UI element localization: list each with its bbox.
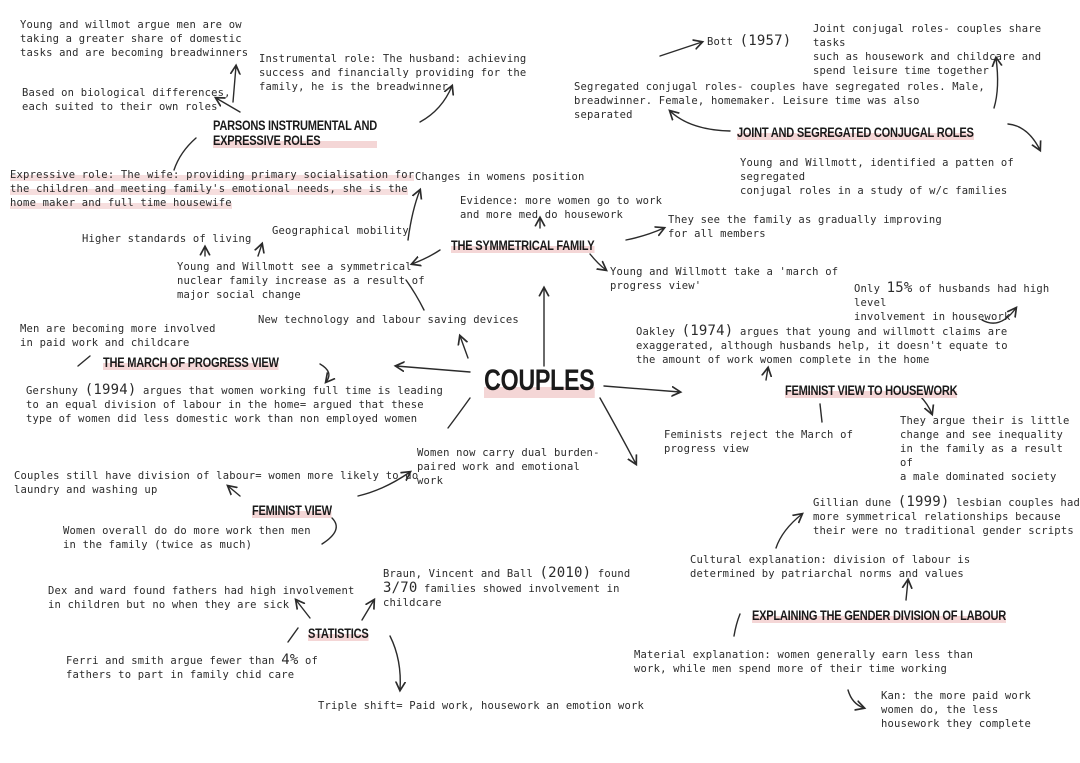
arrow-couples-dual	[600, 398, 636, 464]
note-only-15-pre: Only	[854, 283, 887, 295]
arrow-geo	[258, 244, 262, 256]
note-new-tech: New technology and labour saving devices	[258, 314, 519, 326]
note-little-change: They argue their is little change and see inequality in the family as a result of a male dominated society	[900, 415, 1070, 483]
arrow-joint-right	[1008, 124, 1040, 150]
arrow-couples-march	[396, 366, 470, 372]
note-geo-mobility: Geographical mobility	[272, 225, 409, 237]
arrow-explaining-material	[734, 614, 740, 636]
note-ferri-pre: Ferri and smith argue fewer than	[66, 655, 282, 667]
note-changes-women: Changes in womens position	[415, 171, 585, 183]
note-oakley-pre: Oakley	[636, 326, 682, 338]
note-only-15-pct: 15%	[886, 280, 913, 296]
note-cultural: Cultural explanation: division of labour is determined by patriarchal norms and values	[690, 554, 971, 580]
arrow-feminist-oakley	[766, 368, 768, 380]
note-bott	[707, 34, 791, 49]
note-instrumental-role: Instrumental role: The husband: achieving success and financially providing for the family, he is the breadwinner	[259, 53, 527, 93]
note-triple-shift: Triple shift= Paid work, housework an emotion work	[318, 700, 645, 712]
note-bott-year: (1957)	[739, 33, 792, 49]
note-kan: Kan: the more paid work women do, the less housework they complete	[881, 690, 1031, 730]
note-segregated: Segregated conjugal roles- couples have segregated roles. Male, breadwinner. Female, homemaker. Leisure time was also separated	[574, 81, 985, 121]
note-young-willmott-pattern: Young and Willmott, identified a patten of segregated conjugal roles in a study of w/c families	[740, 157, 1014, 197]
note-material: Material explanation: women generally earn less than work, while men spend more of their time working	[634, 649, 974, 675]
note-gershuny	[26, 383, 443, 426]
note-only-15	[854, 281, 1080, 324]
note-dune-year: (1999)	[897, 494, 950, 510]
arrow-couples-feminist	[448, 398, 470, 428]
note-women-more-work: Women overall do do more work then men in the family (twice as much)	[63, 525, 311, 551]
arrow-stats-triple	[390, 636, 400, 690]
note-oakley	[636, 324, 1008, 367]
heading-joint-segregated: JOINT AND SEGREGATED CONJUGAL ROLES	[737, 125, 974, 140]
note-braun-year: (2010)	[539, 565, 592, 581]
note-only-15-post: of husbands had high level involvement in housework	[854, 283, 1050, 323]
heading-feminist-housework: FEMINIST VIEW TO HOUSEWORK	[785, 383, 958, 398]
note-feminists-reject: Feminists reject the March of progress view	[664, 429, 854, 455]
arrow-couples-feminist-hw	[604, 386, 680, 392]
note-higher-standards: Higher standards of living	[82, 233, 252, 245]
note-ferri-post: of fathers to part in family chid care	[66, 655, 319, 681]
note-braun-rest: families showed involvement in childcare	[383, 583, 620, 609]
note-expressive-role-text: Expressive role: The wife: providing primary socialisation for the children and meeting family's emotional needs, she is the home maker and full time housewife	[10, 169, 415, 209]
note-evidence: Evidence: more women go to work and more med do housework	[460, 195, 663, 221]
arrow-parsons-expressive	[174, 138, 196, 170]
arrow-march-gershuny	[320, 364, 329, 382]
note-expressive-role	[10, 168, 414, 210]
note-dex-ward: Dex and ward found fathers had high involvement in children but no when they are sick	[48, 585, 355, 611]
note-dual-burden: Women now carry dual burden- paired work and emotional work	[417, 447, 600, 487]
note-biological: Based on biological differences, each suited to their own roles	[22, 87, 231, 113]
heading-symmetrical: THE SYMMETRICAL FAMILY	[451, 238, 595, 253]
arrow-to-bott	[660, 42, 702, 56]
note-dune-post: lesbian couples had more symmetrical relationships because their were no traditional gender scripts	[813, 497, 1080, 537]
note-gillian-dune	[813, 495, 1080, 538]
arrow-explaining-cultural	[906, 580, 908, 600]
note-oakley-year: (1974)	[681, 323, 734, 339]
arrow-cultural-dune	[776, 514, 802, 548]
heading-feminist-view: FEMINIST VIEW	[252, 503, 332, 518]
note-march-view: Young and Willmott take a 'march of progress view'	[610, 266, 839, 292]
note-oakley-post: argues that young and willmott claims are exaggerated, although husbands help, it doesn't equate to the amount of work women complete in the home	[636, 326, 1008, 366]
arrow-march-left	[78, 356, 90, 366]
arrow-sym-march	[590, 254, 606, 270]
arrow-feminist-women	[322, 518, 336, 544]
note-gershuny-name: Gershuny	[26, 385, 85, 397]
note-gershuny-year: (1994)	[84, 382, 137, 398]
central-title-couples: COUPLES	[484, 364, 595, 397]
note-joint-conjugal: Joint conjugal roles- couples share tasks such as housework and childcare and spend leisure time together	[813, 23, 1042, 77]
heading-parsons: PARSONS INSTRUMENTAL AND EXPRESSIVE ROLES	[213, 118, 378, 148]
note-ferri-pct: 4%	[281, 652, 299, 668]
note-symmetrical-nuclear: Young and Willmott see a symmetrical nuclear family increase as a result of major social change	[177, 261, 425, 301]
note-bott-name: Bott	[707, 36, 734, 48]
arrow-feminist-little	[920, 396, 932, 414]
heading-explaining: EXPLAINING THE GENDER DIVISION OF LABOUR	[752, 608, 1007, 623]
note-gershuny-rest: to an equal division of labour in the home= argued that these type of women did less domestic work than non employed women	[26, 399, 424, 425]
heading-statistics: STATISTICS	[308, 626, 369, 641]
arrow-material-kan	[848, 690, 864, 708]
note-braun	[383, 566, 630, 610]
note-couples-division: Couples still have division of labour= women more likely to do laundry and washing up	[14, 470, 419, 496]
note-family-improving: They see the family as gradually improving for all members	[668, 214, 942, 240]
note-young-willmot-share: Young and willmot argue men are ow taking a greater share of domestic tasks and are becoming breadwinners	[20, 19, 249, 59]
arrow-stats-braun	[362, 600, 374, 620]
note-braun-post: found	[591, 568, 631, 580]
note-braun-pre: Braun, Vincent and Ball	[383, 568, 540, 580]
heading-march-progress: THE MARCH OF PROGRESS VIEW	[103, 355, 279, 370]
note-ferri-smith	[66, 653, 318, 682]
note-gershuny-line1: argues that women working full time is leading	[136, 385, 443, 397]
note-men-paid-work: Men are becoming more involved in paid work and childcare	[20, 323, 216, 349]
arrow-stats-ferri	[288, 628, 298, 642]
note-dune-pre: Gillian dune	[813, 497, 898, 509]
arrow-couples-tech	[460, 336, 468, 358]
arrow-parsons-up	[233, 66, 236, 102]
arrow-sym-improving	[626, 228, 664, 240]
arrow-feminist-reject	[820, 404, 822, 422]
note-braun-frac: 3/70	[383, 580, 418, 596]
